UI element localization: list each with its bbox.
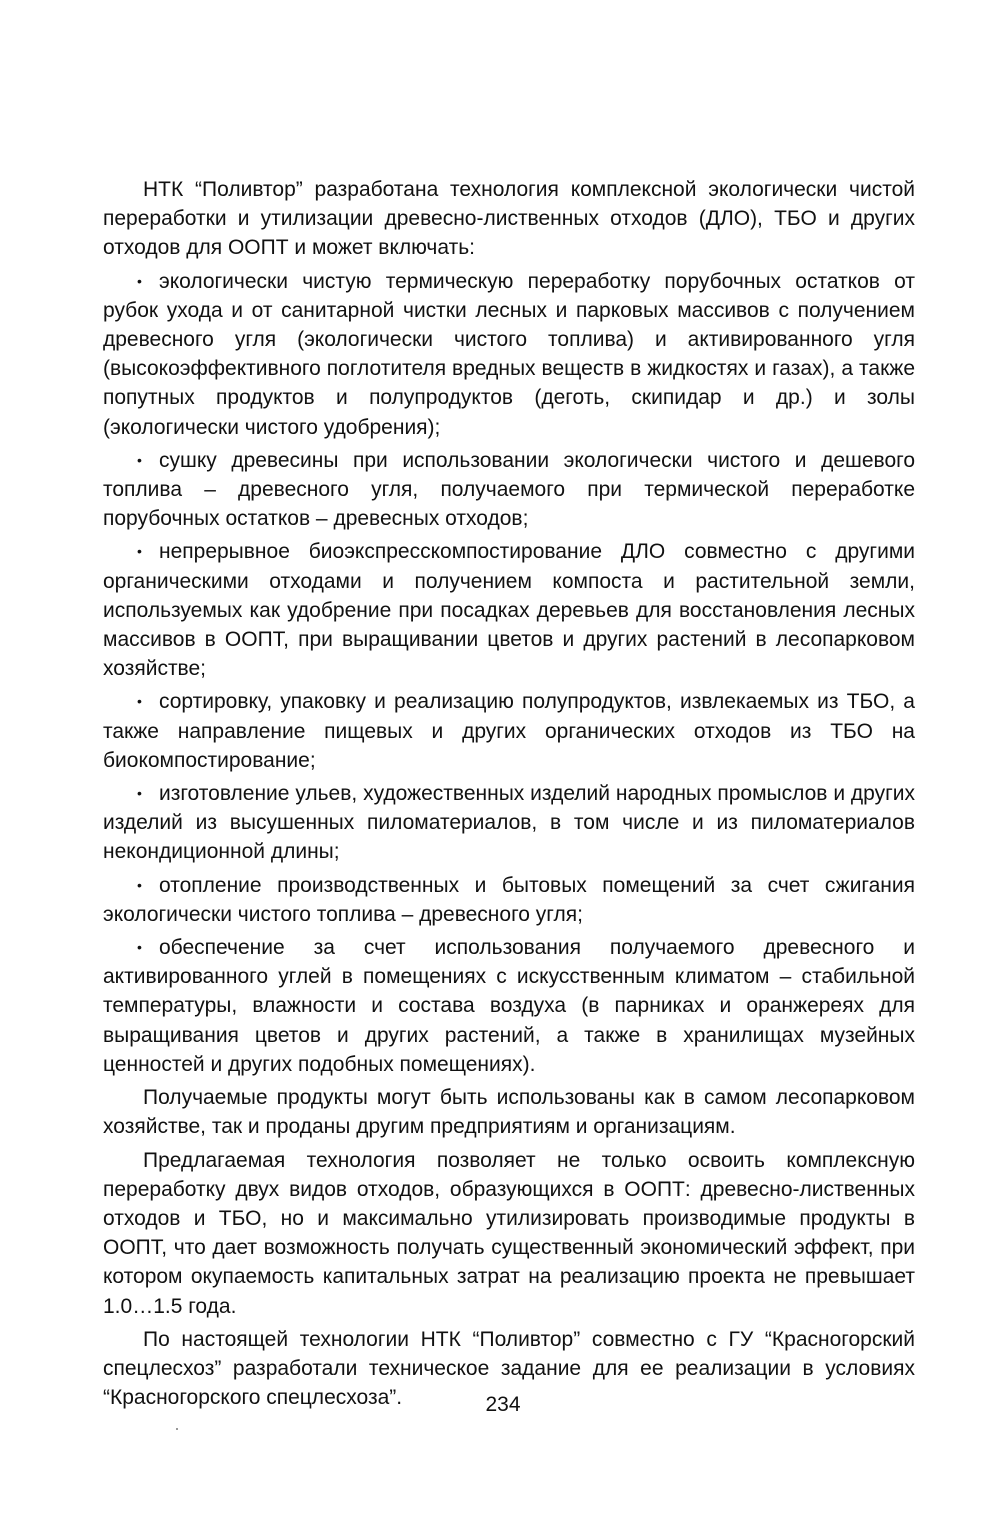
bullet-text: непрерывное биоэкспресскомпостирование ДЛО совместно с другими органическими отходами и получением компоста и растительной земли, используемых как удобрение при посадках деревьев для восстановления лесных массивов в ООПТ, при выращивании цветов и других растений в лесопарковом хозяйстве;	[103, 540, 915, 681]
intro-paragraph: НТК “Поливтор” разработана технология комплексной экологически чистой переработки и утилизации древесно-лиственных отходов (ДЛО), ТБО и других отходов для ООПТ и может включать:	[103, 178, 915, 260]
bullet-item	[103, 871, 915, 929]
page-number: 234	[485, 1393, 521, 1416]
bullet-item	[103, 687, 915, 775]
bullet-text: сортировку, упаковку и реализацию полупродуктов, извлекаемых из ТБО, а также направление пищевых и других органических отходов из ТБО на биокомпостирование;	[103, 690, 915, 772]
body-paragraph: Получаемые продукты могут быть использованы как в самом лесопарковом хозяйстве, так и проданы другим предприятиям и организациям.	[103, 1086, 915, 1139]
bullet-dot-icon: •	[137, 939, 142, 956]
bullet-item	[103, 446, 915, 534]
body-paragraph: Предлагаемая технология позволяет не только освоить комплексную переработку двух видов отходов, образующихся в ООПТ: древесно-лиственных отходов и ТБО, но и максимально утилизировать производимые продукты в ООПТ, что дает возможность получать существенный экономический эффект, при котором окупаемость капитальных затрат на реализацию проекта не превышает 1.0…1.5 года.	[103, 1148, 915, 1318]
body-text	[103, 175, 915, 1416]
bullet-dot-icon: •	[137, 785, 142, 802]
bullet-dot-icon: •	[137, 451, 142, 468]
bullet-item	[103, 779, 915, 867]
bullet-dot-icon: •	[137, 543, 142, 560]
bullet-dot-icon: •	[137, 272, 142, 289]
bullet-text: изготовление ульев, художественных изделий народных промыслов и других изделий из высушенных пиломатериалов, в том числе и из пиломатериалов некондиционной длины;	[103, 782, 915, 864]
bullet-item	[103, 933, 915, 1079]
bullet-text: сушку древесины при использовании экологически чистого и дешевого топлива – древесного угля, получаемого при термической переработке порубочных остатков – древесных отходов;	[103, 448, 915, 531]
bullet-item	[103, 537, 915, 683]
bullet-text: отопление производственных и бытовых помещений за счет сжигания экологически чистого топлива – древесного угля;	[103, 873, 915, 926]
bullet-text: обеспечение за счет использования получаемого древесного и активированного углей в помещениях с искусственным климатом – стабильной температуры, влажности и состава воздуха (в парниках и оранжереях для выращивания цветов и других растений, а также в хранилищах музейных ценностей и других подобных помещениях).	[103, 936, 915, 1076]
bullet-item	[103, 267, 915, 442]
scan-speck	[176, 1428, 178, 1430]
body-paragraph: По настоящей технологии НТК “Поливтор” совместно с ГУ “Красногорский спецлесхоз” разработали техническое задание для ее реализации в условиях “Красногорского спецлесхоза”.	[103, 1327, 915, 1410]
bullet-dot-icon: •	[137, 876, 142, 893]
bullet-text: экологически чистую термическую переработку порубочных остатков от рубок ухода и от санитарной чистки лесных и парковых массивов с получением древесного угля (экологически чистого топлива) и активированного угля (высокоэффективного поглотителя вредных веществ в жидкостях и газах), а также попутных продуктов и полупродуктов (деготь, скипидар и др.) и золы (экологически чистого удобрения);	[103, 269, 915, 439]
bullet-dot-icon: •	[137, 693, 142, 710]
